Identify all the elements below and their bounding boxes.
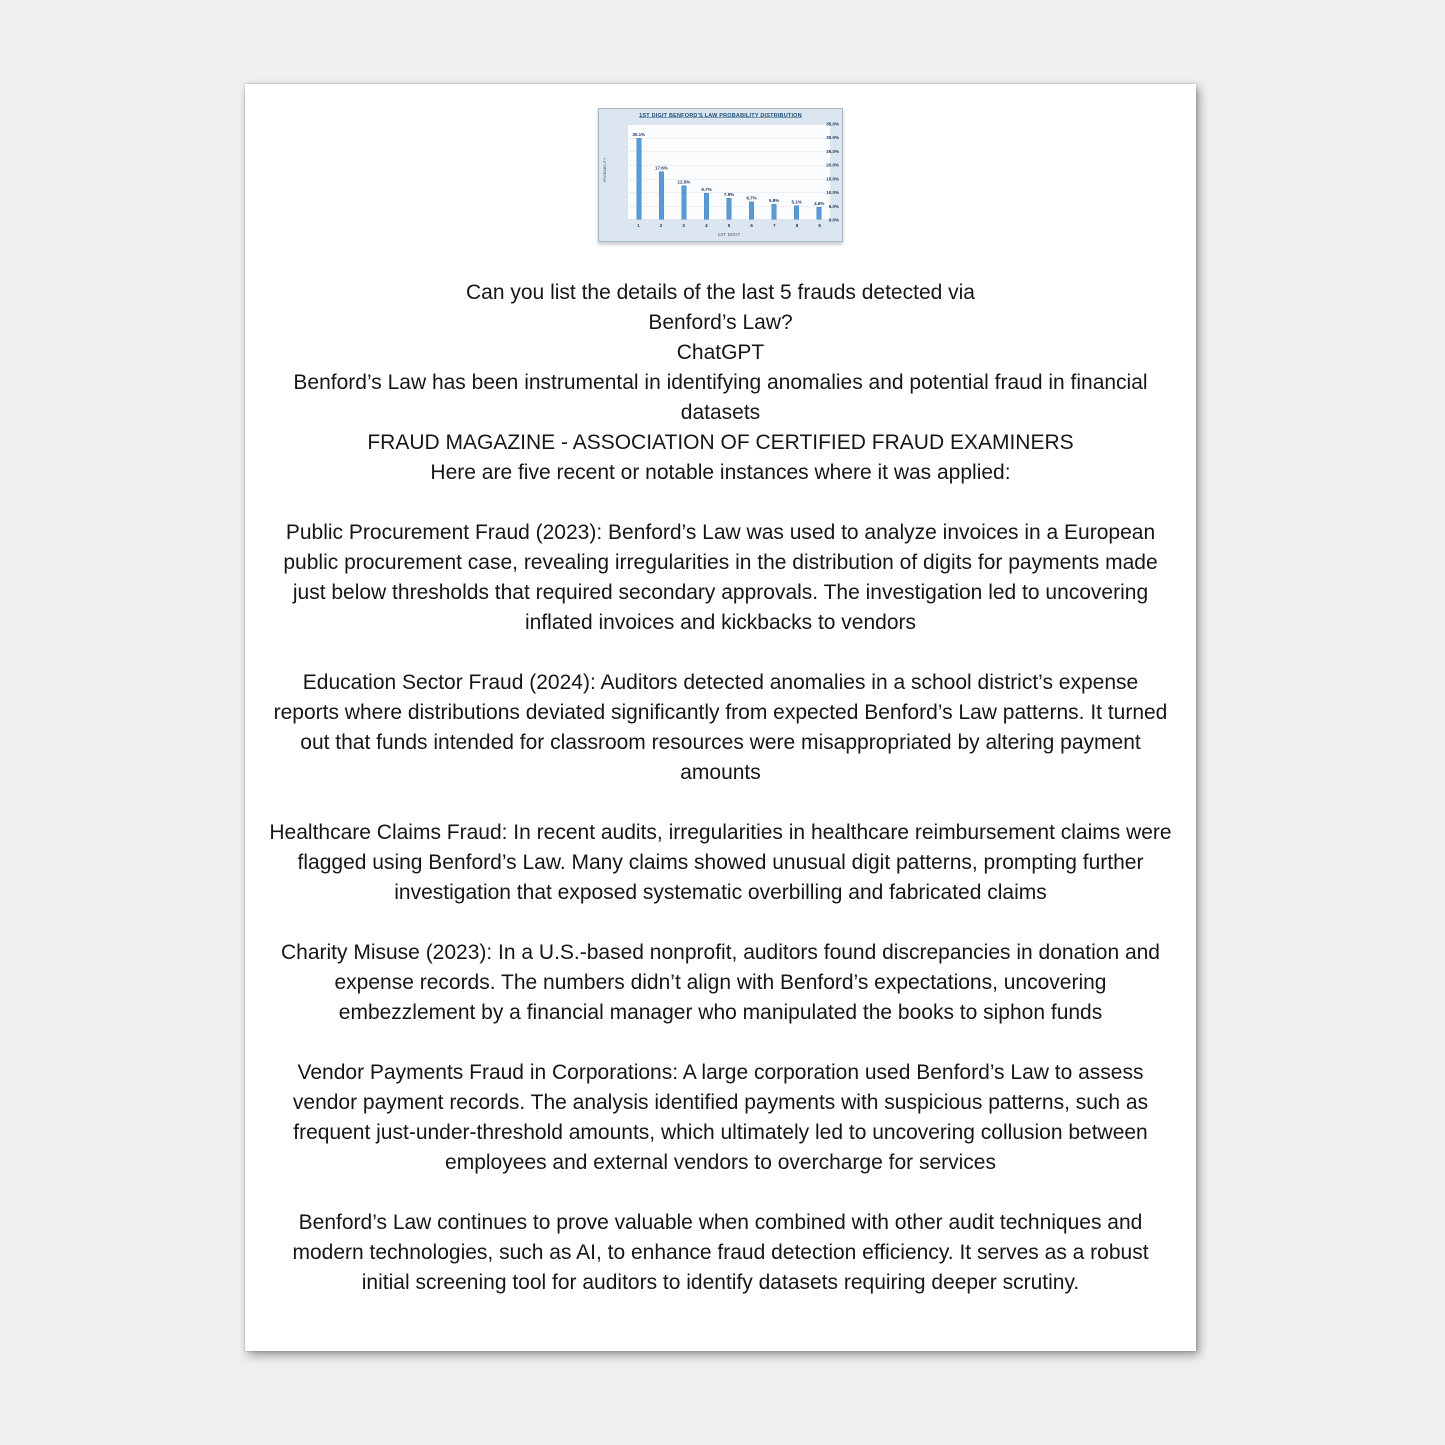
y-tick-label: 25.0% [826,148,839,154]
y-tick-label: 20.0% [826,162,839,168]
paragraph-education-sector-fraud: Education Sector Fraud (2024): Auditors detected anomalies in a school district’s expense reports where distributions deviated significantly from expected Benford’s Law patterns. It turned out that funds intended for classroom resources were misappropriated by altering payment amounts [273,671,1168,784]
document-text [268,278,1173,1298]
y-tick-label: 10.0% [826,190,839,196]
y-tick-label: 0.0% [828,217,839,223]
benford-bar-chart [598,108,843,242]
bar-value-label: 5.1% [791,199,802,205]
bar-value-label: 17.6% [654,165,668,171]
source-line: FRAUD MAGAZINE - ASSOCIATION OF CERTIFIED FRAUD EXAMINERS [367,431,1074,454]
chart-bars [628,125,831,220]
bar-column [718,125,741,220]
chart-x-axis [627,223,831,228]
bar-value-label: 4.6% [814,201,825,207]
chart-y-axis-label: PROBABILITY [603,157,607,183]
bar-column [695,125,718,220]
x-tick-label: 4 [705,223,708,228]
question-line-1: Can you list the details of the last 5 frauds detected via [466,281,975,304]
chart-x-axis-label: 1ST DIGIT [717,232,741,237]
bar-column [673,125,696,220]
x-tick-label: 3 [682,223,685,228]
bar-value-label: 12.5% [677,179,691,185]
bar-value-label: 5.8% [768,197,780,203]
bar-column [740,125,763,220]
bar [772,204,777,220]
bar [794,206,799,220]
bar [749,201,754,219]
y-tick-label: 35.0% [826,121,839,127]
bar-column [628,125,651,220]
benford-chart-image [598,108,843,242]
bar-column [785,125,808,220]
bar-column [650,125,673,220]
bar [636,138,641,220]
paragraph-charity-misuse: Charity Misuse (2023): In a U.S.-based nonprofit, auditors found discrepancies in donation and expense records. The numbers didn’t align with Benford’s expectations, uncovering embezzlement by a financial manager who manipulated the books to siphon funds [280,941,1160,1024]
y-tick-label: 30.0% [826,135,839,141]
x-tick-label: 5 [727,223,731,228]
intro-sentence: Benford’s Law has been instrumental in identifying anomalies and potential fraud in financial datasets [293,371,1148,424]
paragraph-conclusion: Benford’s Law continues to prove valuable when combined with other audit techniques and modern technologies, such as AI, to enhance fraud detection efficiency. It serves as a robust initial screening tool for auditors to identify datasets requiring deeper scrutiny. [292,1211,1149,1294]
bar [659,172,664,220]
bar-column [763,125,786,220]
lead-in-line: Here are five recent or notable instances where it was applied: [430,461,1011,484]
bar [726,198,731,219]
y-tick-label: 5.0% [828,203,839,209]
bar-value-label: 7.9% [723,192,735,198]
question-line-2: Benford’s Law? [648,311,793,334]
chart-plot-area [627,124,831,220]
y-tick-label: 15.0% [826,176,839,182]
paragraph-vendor-payments-fraud: Vendor Payments Fraud in Corporations: A large corporation used Benford’s Law to assess vendor payment records. The analysis identified payments with suspicious patterns, such as frequent just-under-threshold amounts, which ultimately led to uncovering collusion between employees and external vendors to overcharge for services [292,1061,1149,1174]
x-tick-label: 2 [659,223,663,228]
bar-value-label: 9.7% [701,187,712,193]
x-tick-label: 9 [818,223,821,228]
document-page [245,84,1196,1351]
chart-title: 1ST DIGIT BENFORD'S LAW PROBABILITY DISTRIBUTION [639,112,802,119]
x-tick-label: 7 [773,223,776,228]
bar-value-label: 6.7% [746,195,757,201]
chatgpt-label: ChatGPT [676,341,765,364]
x-tick-label: 8 [795,223,799,228]
bar-value-label: 30.1% [632,131,646,137]
bar [681,186,686,220]
bar [704,193,709,219]
x-tick-label: 6 [750,223,753,228]
x-tick-label: 1 [637,223,640,228]
paragraph-public-procurement-fraud: Public Procurement Fraud (2023): Benford’s Law was used to analyze invoices in a European public procurement case, revealing irregularities in the distribution of digits for payments made just below thresholds that required secondary approvals. The investigation led to uncovering inflated invoices and kickbacks to vendors [283,521,1158,634]
paragraph-healthcare-claims-fraud: Healthcare Claims Fraud: In recent audits, irregularities in healthcare reimbursement claims were flagged using Benford’s Law. Many claims showed unusual digit patterns, prompting further investigation that exposed systematic overbilling and fabricated claims [269,821,1172,904]
